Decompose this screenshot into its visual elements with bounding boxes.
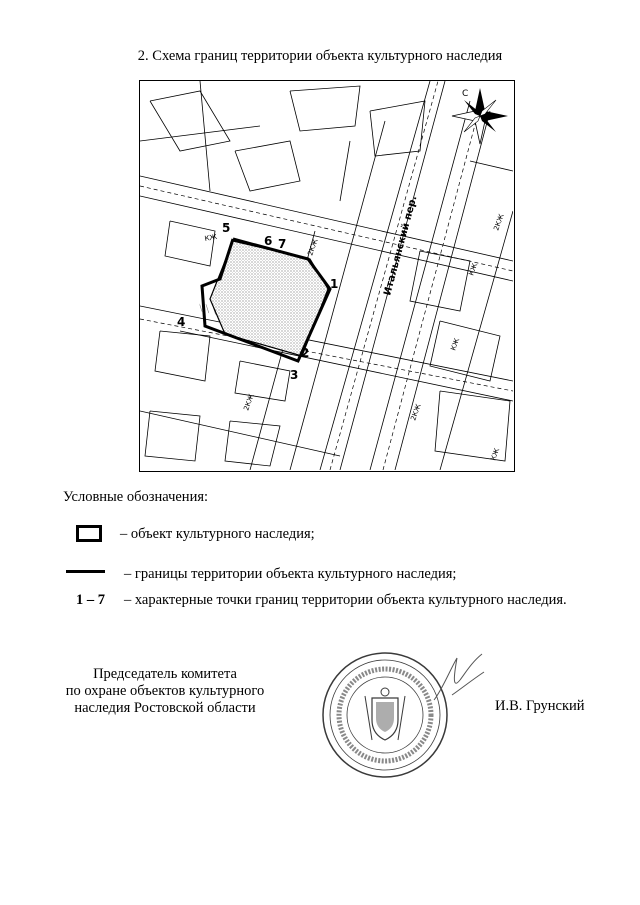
point-label-2: 2 xyxy=(301,346,310,360)
point-label-4: 4 xyxy=(177,315,186,329)
zone-label: КЖ xyxy=(449,337,462,352)
point-label-1: 1 xyxy=(330,277,339,291)
svg-text:С: С xyxy=(462,89,469,99)
legend-object-symbol xyxy=(76,525,102,542)
street-label: Итальянский пер. xyxy=(382,194,420,297)
legend-points-symbol: 1 – 7 xyxy=(76,592,105,608)
map-linework xyxy=(140,81,513,470)
point-label-3: 3 xyxy=(290,368,299,382)
zone-label: 2КЖ xyxy=(409,403,423,422)
zone-label: КЖ xyxy=(489,447,502,462)
signatory-position xyxy=(60,666,270,717)
official-seal-icon xyxy=(320,650,450,780)
position-line: по охране объектов культурного xyxy=(65,683,265,699)
boundary-map xyxy=(139,80,515,472)
legend-boundary-symbol xyxy=(66,570,105,573)
point-label-7: 7 xyxy=(278,237,287,251)
zone-label: 2КЖ xyxy=(492,213,506,232)
legend-boundary-text: – границы территории объекта культурного наследия; xyxy=(124,566,457,582)
zone-label: 2КЖ xyxy=(242,393,256,412)
handwritten-signature-icon xyxy=(432,650,487,710)
page-title: 2. Схема границ территории объекта культурного наследия xyxy=(137,48,503,64)
legend-title: Условные обозначения: xyxy=(63,489,209,505)
zone-label: КЖ xyxy=(203,232,218,243)
legend-points-text: – характерные точки границ территории объекта культурного наследия. xyxy=(124,592,567,608)
position-line: наследия Ростовской области xyxy=(74,700,256,716)
point-label-6: 6 xyxy=(264,234,273,248)
zone-label: 2КЖ xyxy=(306,238,320,257)
position-line: Председатель комитета xyxy=(93,666,237,682)
point-label-5: 5 xyxy=(222,221,231,235)
zone-label: КЖ xyxy=(467,262,480,277)
signatory-name: И.В. Грунский xyxy=(495,698,585,714)
legend-object-text: – объект культурного наследия; xyxy=(120,526,315,542)
